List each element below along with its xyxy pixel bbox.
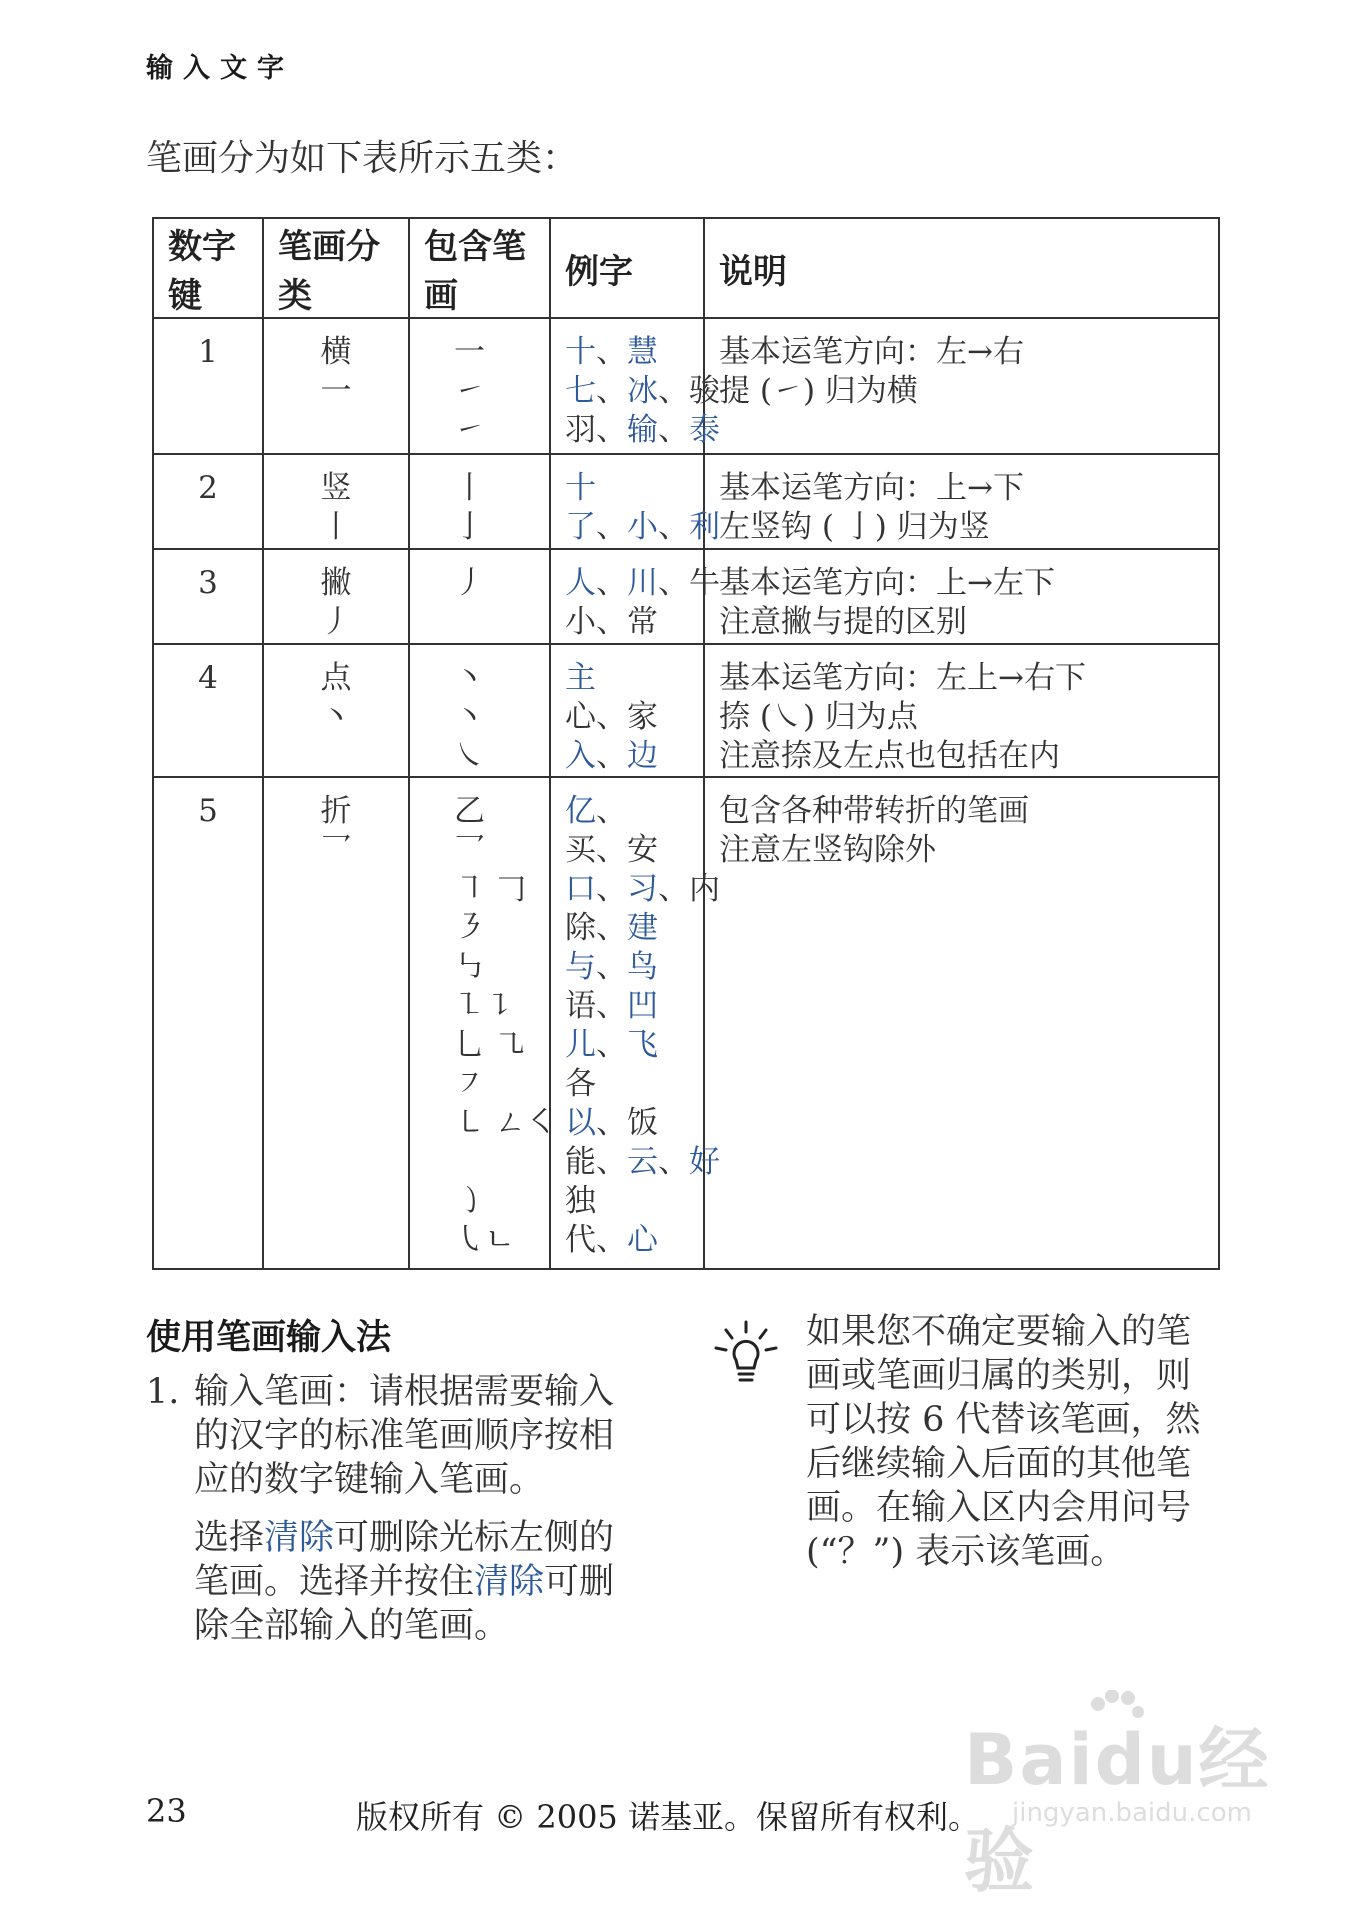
example-char: 儿 bbox=[565, 1027, 596, 1063]
example-char: 、 bbox=[596, 988, 627, 1024]
stroke-glyph: 亅 bbox=[454, 509, 485, 545]
table-row bbox=[153, 318, 1219, 454]
stroke-glyph: ㇇ bbox=[454, 1066, 485, 1102]
strokes-cell bbox=[409, 318, 550, 454]
stroke-glyph: 乙 bbox=[454, 793, 485, 829]
category-name: 点 bbox=[320, 660, 352, 696]
example-char: 、 bbox=[596, 1222, 627, 1258]
subtext-mid: 可删除光标左侧的笔画。选择并按住 bbox=[194, 1518, 615, 1602]
example-char: 、内 bbox=[658, 871, 720, 907]
example-char: 口 bbox=[565, 871, 596, 907]
page-number: 23 bbox=[146, 1792, 187, 1830]
example-char: 十 bbox=[565, 470, 596, 506]
stroke-glyph: 丨 bbox=[454, 470, 485, 506]
example-char: 以 bbox=[565, 1105, 596, 1141]
stroke-glyph: 丶 bbox=[454, 660, 485, 696]
example-char: 小 bbox=[565, 604, 596, 640]
note-line: 注意捺及左点也包括在内 bbox=[719, 738, 1060, 774]
note-line: 包含各种带转折的笔画 bbox=[719, 793, 1029, 829]
category-cell bbox=[263, 777, 409, 1269]
key-number: 4 bbox=[198, 660, 218, 696]
example-char: 买 bbox=[565, 832, 596, 868]
example-line bbox=[565, 411, 720, 450]
example-line bbox=[565, 698, 703, 737]
example-line bbox=[565, 508, 720, 547]
step-number: 1. bbox=[146, 1372, 180, 1412]
section-title: 使用笔画输入法 bbox=[146, 1318, 392, 1358]
example-char: 主 bbox=[565, 660, 596, 696]
header-strokes: 包含笔画 bbox=[409, 218, 550, 318]
example-line bbox=[565, 603, 703, 642]
example-char: 、 bbox=[596, 1144, 627, 1180]
example-line bbox=[565, 737, 703, 776]
example-char: 、 bbox=[596, 949, 627, 985]
category-cell bbox=[263, 454, 409, 549]
table-header-row bbox=[153, 218, 1219, 318]
example-char: 家 bbox=[627, 699, 658, 735]
example-char: 、 bbox=[596, 699, 627, 735]
example-char: 、 bbox=[596, 832, 627, 868]
step-1 bbox=[146, 1370, 646, 1662]
example-char: 、 bbox=[596, 412, 627, 448]
category-cell bbox=[263, 549, 409, 644]
stroke-glyph: ㇅㇊ bbox=[454, 988, 516, 1024]
example-line bbox=[565, 948, 703, 987]
example-line bbox=[565, 469, 703, 508]
example-char: 、骏 bbox=[658, 373, 720, 409]
note-line: 提 (㇀) 归为横 bbox=[719, 373, 918, 409]
watermark-url: jingyan.baidu.com bbox=[1012, 1798, 1252, 1828]
category-name: 横 bbox=[320, 334, 352, 370]
category-symbol: 丨 bbox=[320, 509, 352, 545]
strokes-cell bbox=[409, 454, 550, 549]
note-line: 基本运笔方向：左上→右下 bbox=[719, 660, 1086, 696]
category-symbol: 一 bbox=[320, 373, 352, 409]
example-line bbox=[565, 333, 703, 372]
example-char: 心 bbox=[627, 1222, 658, 1258]
strokes-cell bbox=[409, 549, 550, 644]
step-subtext bbox=[194, 1516, 646, 1648]
example-line bbox=[565, 1104, 703, 1143]
note-line: 捺 (㇏) 归为点 bbox=[719, 699, 918, 735]
table-row bbox=[153, 777, 1219, 1269]
example-char: 、 bbox=[596, 738, 627, 774]
strokes-cell bbox=[409, 777, 557, 1269]
category-cell bbox=[263, 644, 409, 777]
stroke-glyph: ㇂ㄴ bbox=[454, 1222, 515, 1258]
example-char: 凹 bbox=[627, 988, 658, 1024]
key-number: 1 bbox=[198, 334, 218, 370]
example-char: 十 bbox=[565, 334, 596, 370]
stroke-table bbox=[152, 217, 1220, 1270]
subtext-pre: 选择 bbox=[194, 1518, 265, 1558]
stroke-glyph: ㇀ bbox=[454, 373, 485, 409]
example-char: 了 bbox=[565, 509, 596, 545]
notes-cell bbox=[704, 454, 1219, 549]
examples-cell bbox=[550, 777, 720, 1269]
note-line: 基本运笔方向：左→右 bbox=[719, 334, 1024, 370]
copyright: 版权所有 © 2005 诺基亚。保留所有权利。 bbox=[356, 1798, 980, 1836]
examples-cell bbox=[550, 318, 720, 454]
examples-cell bbox=[550, 454, 720, 549]
key-number: 3 bbox=[198, 565, 218, 601]
example-line bbox=[565, 1143, 720, 1182]
category-symbol: 乛 bbox=[320, 832, 352, 868]
table-row bbox=[153, 549, 1219, 644]
category-name: 竖 bbox=[320, 470, 352, 506]
example-char: 小 bbox=[627, 509, 658, 545]
example-char: 、牛 bbox=[658, 565, 720, 601]
example-char: 川 bbox=[627, 565, 658, 601]
example-char: 习 bbox=[627, 871, 658, 907]
example-char: 、 bbox=[596, 910, 627, 946]
example-char: 心 bbox=[565, 699, 596, 735]
stroke-glyph: ㇕ 𠃌 bbox=[454, 871, 526, 907]
notes-cell bbox=[704, 318, 1219, 454]
example-char: 、 bbox=[596, 509, 627, 545]
lightbulb-icon bbox=[712, 1318, 780, 1394]
key-cell bbox=[153, 549, 263, 644]
table-row bbox=[153, 454, 1219, 549]
stroke-glyph: 乚 ㇈ bbox=[454, 1027, 526, 1063]
example-char: 除 bbox=[565, 910, 596, 946]
note-line: 注意左竖钩除外 bbox=[719, 832, 936, 868]
key-cell bbox=[153, 318, 263, 454]
example-char: 、 bbox=[596, 373, 627, 409]
example-line bbox=[565, 1221, 703, 1260]
example-char: 能 bbox=[565, 1144, 596, 1180]
example-char: 饭 bbox=[627, 1105, 658, 1141]
page-header: 输入文字 bbox=[146, 53, 294, 84]
example-char: 、 bbox=[596, 1027, 627, 1063]
stroke-glyph: ㇀ bbox=[454, 412, 485, 448]
example-char: 安 bbox=[627, 832, 658, 868]
example-char: 亿 bbox=[565, 793, 596, 829]
example-char: 、 bbox=[596, 334, 627, 370]
examples-cell bbox=[550, 549, 720, 644]
key-number: 5 bbox=[198, 793, 218, 829]
example-char: 利 bbox=[689, 509, 720, 545]
note-line: 左竖钩 ( 亅) 归为竖 bbox=[719, 509, 990, 545]
header-key: 数字键 bbox=[153, 218, 263, 318]
example-char: 边 bbox=[627, 738, 658, 774]
stroke-glyph: ㇄ ㄥ㇛ bbox=[454, 1105, 557, 1141]
stroke-glyph: 丿 bbox=[454, 565, 485, 601]
key-cell bbox=[153, 644, 263, 777]
clear-link-hold[interactable]: 清除 bbox=[474, 1562, 545, 1602]
example-char: 人 bbox=[565, 565, 596, 601]
watermark-logo: Baidu经验 bbox=[964, 1719, 1271, 1902]
tip-text: 如果您不确定要输入的笔画或笔画归属的类别，则可以按 6 代替该笔画，然后继续输入后面的其他笔画。在输入区内会用问号 (“？”) 表示该笔画。 bbox=[806, 1312, 1201, 1572]
example-char: 好 bbox=[689, 1144, 720, 1180]
example-line bbox=[565, 1182, 703, 1221]
key-cell bbox=[153, 454, 263, 549]
table-row bbox=[153, 644, 1219, 777]
note-line: 基本运笔方向：上→左下 bbox=[719, 565, 1055, 601]
category-symbol: 丶 bbox=[320, 699, 352, 735]
example-char: 、 bbox=[658, 509, 689, 545]
example-line bbox=[565, 659, 703, 698]
examples-cell bbox=[550, 644, 704, 777]
header-category: 笔画分类 bbox=[263, 218, 409, 318]
stroke-glyph bbox=[454, 1143, 549, 1182]
subtext-post: 可删除全部输入的笔画。 bbox=[194, 1562, 615, 1646]
example-char: 、 bbox=[658, 412, 689, 448]
example-char: 输 bbox=[627, 412, 658, 448]
example-line bbox=[565, 564, 720, 603]
stroke-glyph: ㇉ bbox=[454, 949, 485, 985]
example-char: 鸟 bbox=[627, 949, 658, 985]
example-char: 代 bbox=[565, 1222, 596, 1258]
notes-cell bbox=[704, 549, 1219, 644]
example-line bbox=[565, 372, 720, 411]
example-char: 、 bbox=[658, 1144, 689, 1180]
example-line bbox=[565, 987, 703, 1026]
notes-cell bbox=[704, 644, 1219, 777]
example-line bbox=[565, 1026, 703, 1065]
strokes-cell bbox=[409, 644, 550, 777]
stroke-glyph: ㇏ bbox=[454, 738, 485, 774]
step-text: 输入笔画：请根据需要输入的汉字的标准笔画顺序按相应的数字键输入笔画。 bbox=[194, 1372, 615, 1500]
clear-link[interactable]: 清除 bbox=[264, 1518, 335, 1558]
key-cell bbox=[153, 777, 263, 1269]
example-char: 与 bbox=[565, 949, 596, 985]
stroke-glyph: ㇋ bbox=[454, 910, 485, 946]
example-char: 慧 bbox=[627, 334, 658, 370]
example-char: 建 bbox=[627, 910, 658, 946]
example-line bbox=[565, 1065, 703, 1104]
header-examples: 例字 bbox=[550, 218, 704, 318]
example-char: 独 bbox=[565, 1183, 596, 1219]
stroke-glyph: ㇁ bbox=[454, 1183, 485, 1219]
example-char: 语 bbox=[565, 988, 596, 1024]
example-line bbox=[565, 870, 720, 909]
category-name: 撇 bbox=[320, 565, 352, 601]
category-symbol: 丿 bbox=[320, 604, 352, 640]
watermark bbox=[964, 1690, 1284, 1902]
category-name: 折 bbox=[320, 793, 352, 829]
example-char: 入 bbox=[565, 738, 596, 774]
example-char: 、 bbox=[596, 565, 627, 601]
example-line bbox=[565, 831, 703, 870]
example-char: 飞 bbox=[627, 1027, 658, 1063]
example-char: 常 bbox=[627, 604, 658, 640]
example-line bbox=[565, 909, 703, 948]
note-line: 注意撇与提的区别 bbox=[719, 604, 967, 640]
note-line: 基本运笔方向：上→下 bbox=[719, 470, 1024, 506]
example-char: 冰 bbox=[627, 373, 658, 409]
notes-cell bbox=[704, 777, 1219, 1269]
example-char: 、 bbox=[596, 604, 627, 640]
example-char: 、 bbox=[596, 1105, 627, 1141]
stroke-glyph: 丶 bbox=[454, 699, 485, 735]
example-char: 羽 bbox=[565, 412, 596, 448]
example-char: 七 bbox=[565, 373, 596, 409]
header-notes: 说明 bbox=[704, 218, 1219, 318]
intro-text: 笔画分为如下表所示五类： bbox=[146, 138, 579, 179]
example-char: 云 bbox=[627, 1144, 658, 1180]
example-line bbox=[565, 792, 703, 831]
key-number: 2 bbox=[198, 470, 218, 506]
example-char: 、 bbox=[596, 793, 627, 829]
stroke-glyph: 一 bbox=[454, 334, 485, 370]
example-char: 泰 bbox=[689, 412, 720, 448]
stroke-glyph: 乛 bbox=[454, 832, 485, 868]
example-char: 、 bbox=[596, 871, 627, 907]
category-cell bbox=[263, 318, 409, 454]
example-char: 各 bbox=[565, 1066, 596, 1102]
